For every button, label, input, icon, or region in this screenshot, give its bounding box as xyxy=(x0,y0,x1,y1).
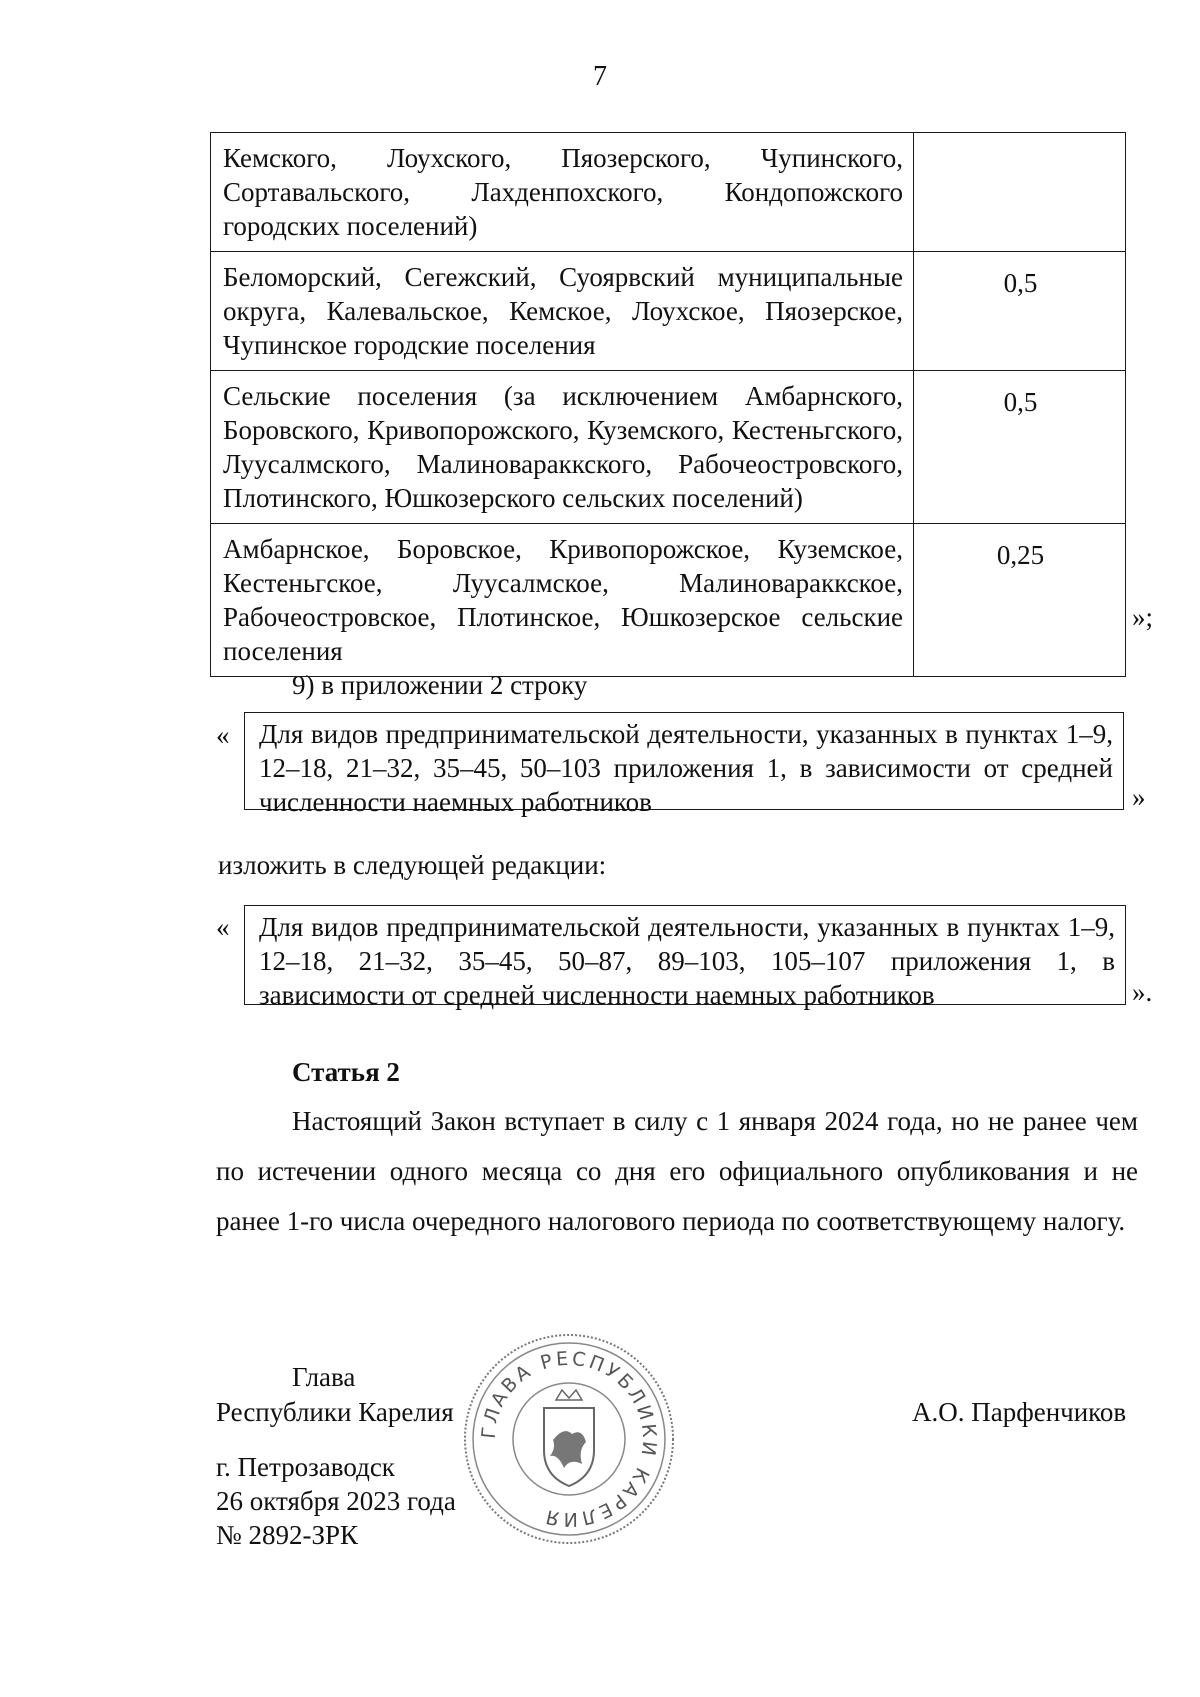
signing-date: 26 октября 2023 года xyxy=(216,1486,456,1516)
seal-text: ГЛАВА РЕСПУБЛИКИ КАРЕЛИЯ xyxy=(477,1347,661,1531)
table-row xyxy=(211,133,1126,252)
table-cell-value: 0,5 xyxy=(914,252,1126,371)
table-row xyxy=(211,524,1126,677)
new-text-box: Для видов предпринимательской деятельности, указанных в пунктах 1–9, 12–18, 21–32, 35–45, 50–87, 89–103, 105–107 приложения 1, в зависимости от средней численности наемных работников xyxy=(244,905,1126,1005)
table-cell-value: 0,5 xyxy=(914,371,1126,524)
table-row xyxy=(211,252,1126,371)
table-cell-name: Амбарнское, Боровское, Кривопорожское, Куземское, Кестеньгское, Луусалмское, Малиновараккское, Рабочеостровское, Плотинское, Юшкозерское сельские поселения xyxy=(211,524,914,677)
old-open-quote: « xyxy=(216,720,230,750)
amendment-connector: изложить в следующей редакции: xyxy=(218,850,607,880)
amendment-intro: 9) в приложении 2 строку xyxy=(292,670,588,700)
old-text-box: Для видов предпринимательской деятельности, указанных в пунктах 1–9, 12–18, 21–32, 35–45, 50–103 приложения 1, в зависимости от средней численности наемных работников xyxy=(244,712,1124,810)
new-close-quote: ». xyxy=(1132,977,1153,1007)
page-number: 7 xyxy=(593,61,607,92)
table-cell-name: Беломорский, Сегежский, Суоярвский муниципальные округа, Калевальское, Кемское, Лоухское, Пяозерское, Чупинское городские поселения xyxy=(211,252,914,371)
signatory-title-line1: Глава xyxy=(292,1362,356,1392)
table-cell-name: Сельские поселения (за исключением Амбарнского, Боровского, Кривопорожского, Куземского, Кестеньгского, Луусалмского, Малиновараккского, Рабочеостровского, Плотинского, Юшкозерского сельских поселений) xyxy=(211,371,914,524)
old-close-quote: » xyxy=(1132,782,1146,812)
official-seal-icon xyxy=(460,1330,678,1548)
article-body: Настоящий Закон вступает в силу с 1 января 2024 года, но не ранее чем по истечении одного месяца со дня его официального опубликования и не ранее 1-го числа очередного налогового периода по соответствующему налогу. xyxy=(216,1106,1138,1236)
signing-city: г. Петрозаводск xyxy=(216,1452,395,1482)
new-open-quote: « xyxy=(216,912,230,942)
signatory-title-line2: Республики Карелия xyxy=(216,1397,454,1427)
table-cell-name: Кемского, Лоухского, Пяозерского, Чупинского, Сортавальского, Лахденпохского, Кондопожского городских поселений) xyxy=(211,133,914,252)
article-title: Статья 2 xyxy=(292,1057,400,1087)
law-number: № 2892-ЗРК xyxy=(216,1520,359,1550)
table-cell-value xyxy=(914,133,1126,252)
table-cell-value: 0,25 xyxy=(914,524,1126,677)
signatory-name: А.О. Парфенчиков xyxy=(912,1397,1127,1427)
rates-table xyxy=(210,132,1126,677)
table-closing-mark: »; xyxy=(1132,602,1154,632)
table-row xyxy=(211,371,1126,524)
